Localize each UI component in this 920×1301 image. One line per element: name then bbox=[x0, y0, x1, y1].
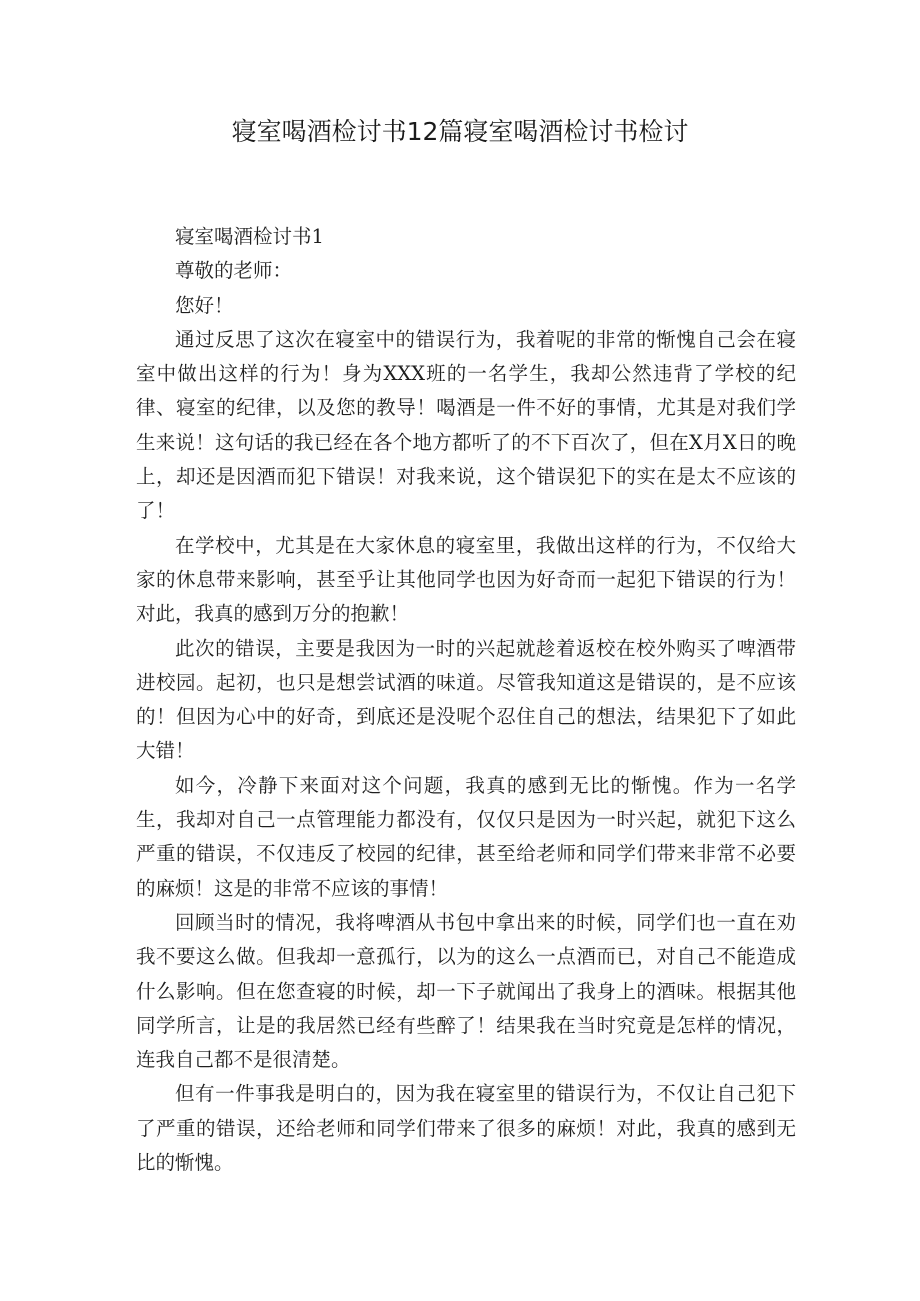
paragraph: 通过反思了这次在寝室中的错误行为，我着呢的非常的惭愧自己会在寝室中做出这样的行为！身为XXX班的一名学生，我却公然违背了学校的纪律、寝室的纪律，以及您的教导！喝酒是一件不好的事情，尤其是对我们学生来说！这句话的我已经在各个地方都听了的不下百次了，但在X月X日的晚上，却还是因酒而犯下错误！对我来说，这个错误犯下的实在是太不应该的了！ bbox=[136, 327, 796, 523]
document-body bbox=[136, 220, 796, 1180]
paragraph: 如今，冷静下来面对这个问题，我真的感到无比的惭愧。作为一名学生，我却对自己一点管理能力都没有，仅仅只是因为一时兴起，就犯下这么严重的错误，不仅违反了校园的纪律，甚至给老师和同学们带来非常不必要的麻烦！这是的非常不应该的事情！ bbox=[136, 773, 796, 900]
paragraph: 在学校中，尤其是在大家休息的寝室里，我做出这样的行为，不仅给大家的休息带来影响，甚至乎让其他同学也因为好奇而一起犯下错误的行为！对此，我真的感到万分的抱歉！ bbox=[136, 533, 796, 626]
letter-salutation: 尊敬的老师： bbox=[175, 259, 293, 283]
letter-heading: 寝室喝酒检讨书1 bbox=[175, 225, 324, 248]
document-title: 寝室喝酒检讨书12篇寝室喝酒检讨书检讨 bbox=[231, 117, 689, 146]
letter-greeting: 您好！ bbox=[175, 293, 234, 317]
paragraph: 回顾当时的情况，我将啤酒从书包中拿出来的时候，同学们也一直在劝我不要这么做。但我却一意孤行，以为的这么一点酒而已，对自己不能造成什么影响。但在您查寝的时候，却一下子就闻出了我身上的酒味。根据其他同学所言，让是的我居然已经有些醉了！结果我在当时究竟是怎样的情况，连我自己都不是很清楚。 bbox=[136, 910, 796, 1072]
paragraph: 此次的错误，主要是我因为一时的兴起就趁着返校在校外购买了啤酒带进校园。起初，也只是想尝试酒的味道。尽管我知道这是错误的，是不应该的！但因为心中的好奇，到底还是没呢个忍住自己的想法，结果犯下了如此大错！ bbox=[136, 636, 796, 763]
paragraph: 但有一件事我是明白的，因为我在寝室里的错误行为，不仅让自己犯下了严重的错误，还给老师和同学们带来了很多的麻烦！对此，我真的感到无比的惭愧。 bbox=[136, 1082, 796, 1175]
